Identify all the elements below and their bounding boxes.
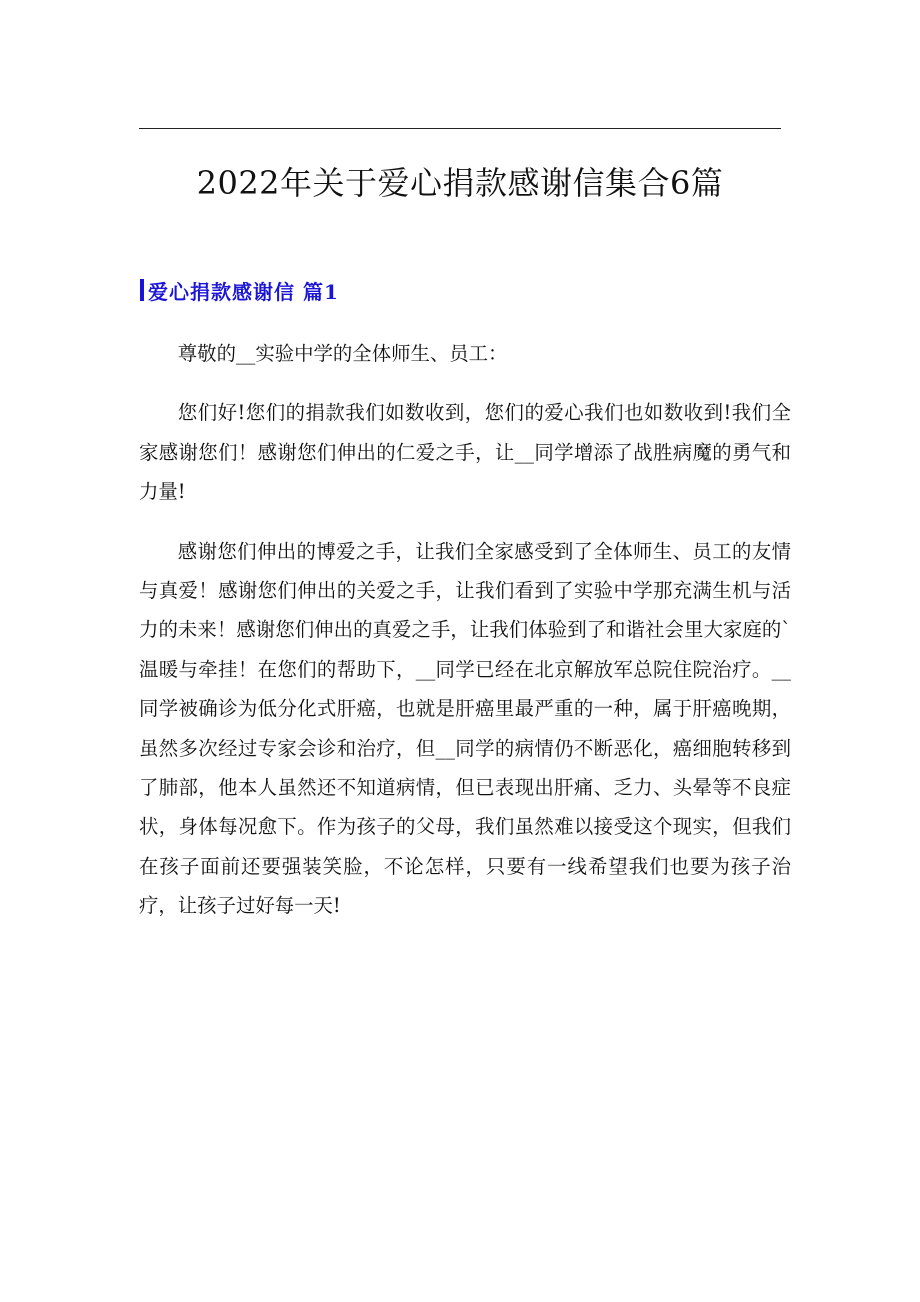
heading-marker-bar: [140, 279, 144, 301]
letter-body: [139, 334, 791, 926]
body-paragraph: 感谢您们伸出的博爱之手，让我们全家感受到了全体师生、员工的友情与真爱！感谢您们伸出的关爱之手，让我们看到了实验中学那充满生机与活力的未来！感谢您们伸出的真爱之手，让我们体验到了和谐社会里大家庭的`温暖与牵挂！在您们的帮助下，__同学已经在北京解放军总院住院治疗。__同学被确诊为低分化式肝癌，也就是肝癌里最严重的一种，属于肝癌晚期，虽然多次经过专家会诊和治疗，但__同学的病情仍不断恶化，癌细胞转移到了肺部，他本人虽然还不知道病情，但已表现出肝痛、乏力、头晕等不良症状，身体每况愈下。作为孩子的父母，我们虽然难以接受这个现实，但我们在孩子面前还要强装笑脸，不论怎样，只要有一线希望我们也要为孩子治疗，让孩子过好每一天!: [139, 539, 791, 918]
section-heading-text: 爱心捐款感谢信 篇1: [148, 279, 339, 304]
header-rule: [139, 128, 781, 129]
section-heading: [140, 274, 339, 306]
salutation: 尊敬的__实验中学的全体师生、员工：: [177, 342, 508, 365]
document-title: 2022年关于爱心捐款感谢信集合6篇: [196, 164, 724, 202]
body-paragraph: 您们好!您们的捐款我们如数收到，您们的爱心我们也如数收到!我们全家感谢您们！感谢您们伸出的仁爱之手，让__同学增添了战胜病魔的勇气和力量!: [139, 401, 791, 504]
